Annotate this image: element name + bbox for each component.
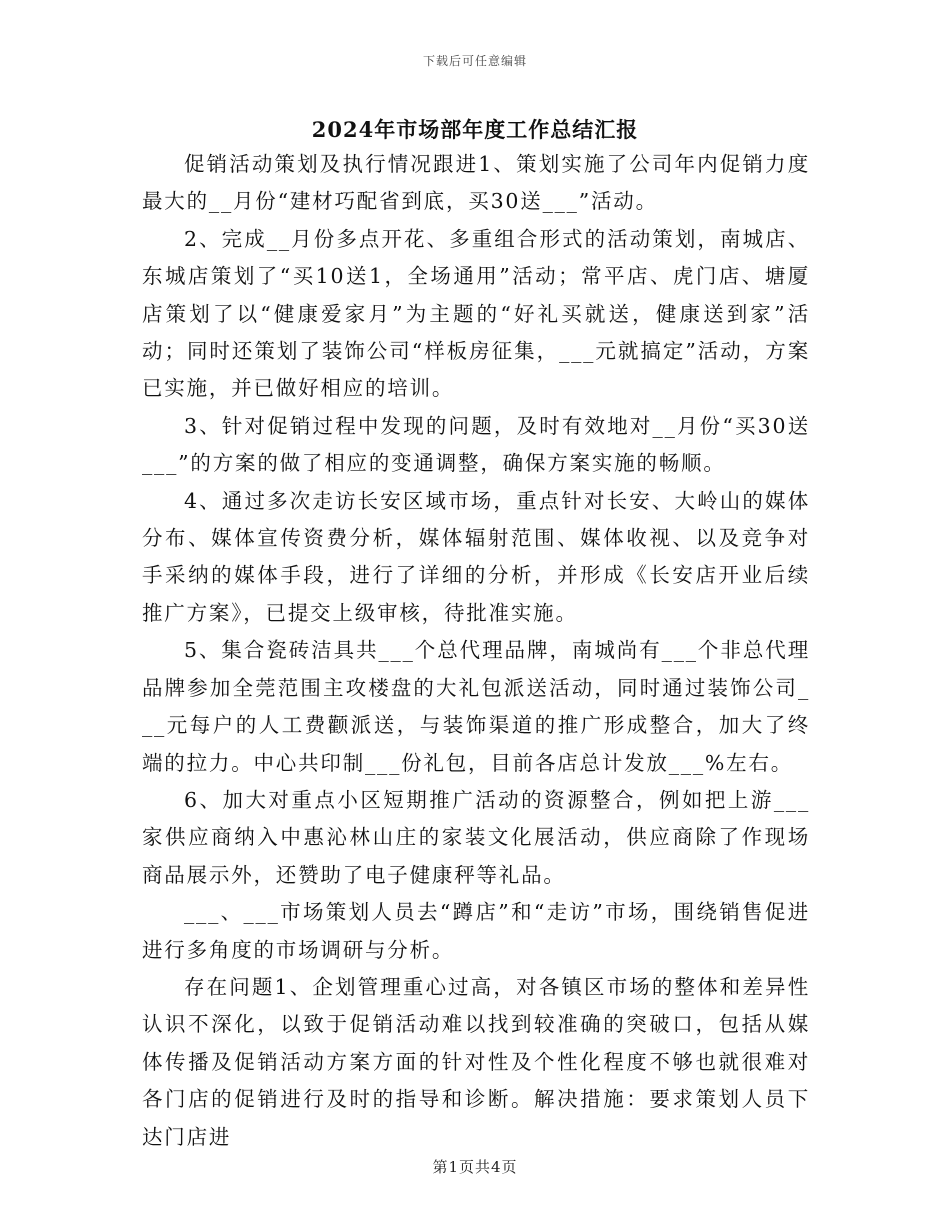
document-body bbox=[142, 146, 810, 1156]
paragraph: 3、针对促销过程中发现的问题，及时有效地对__月份“买30送___”的方案的做了相应的变通调整，确保方案实施的畅顺。 bbox=[142, 413, 810, 476]
paragraph: 4、通过多次走访长安区域市场，重点针对长安、大岭山的媒体分布、媒体宣传资费分析，媒体辐射范围、媒体收视、以及竞争对手采纳的媒体手段，进行了详细的分析，并形成《长安店开业后续推广方案》，已提交上级审核，待批准实施。 bbox=[142, 488, 810, 625]
paragraph: 2、完成__月份多点开花、多重组合形式的活动策划，南城店、东城店策划了“买10送1，全场通用”活动；常平店、虎门店、塘厦店策划了以“健康爱家月”为主题的“好礼买就送，健康送到家”活动；同时还策划了装饰公司“样板房征集，___元就搞定”活动，方案已实施，并已做好相应的培训。 bbox=[142, 226, 810, 401]
paragraph: 6、加大对重点小区短期推广活动的资源整合，例如把上游___家供应商纳入中惠沁林山庄的家装文化展活动，供应商除了作现场商品展示外，还赞助了电子健康秤等礼品。 bbox=[142, 787, 810, 887]
paragraph: 促销活动策划及执行情况跟进1、策划实施了公司年内促销力度最大的__月份“建材巧配省到底，买30送___”活动。 bbox=[142, 152, 810, 214]
header-note: 下载后可任意编辑 bbox=[422, 54, 527, 68]
paragraph: 存在问题1、企划管理重心过高，对各镇区市场的整体和差异性认识不深化，以致于促销活动难以找到较准确的突破口，包括从媒体传播及促销活动方案方面的针对性及个性化程度不够也就很难对各门店的促销进行及时的指导和诊断。解决措施：要求策划人员下达门店进 bbox=[142, 974, 810, 1149]
paragraph: ___、___市场策划人员去“蹲店”和“走访”市场，围绕销售促进进行多角度的市场调研与分析。 bbox=[142, 900, 810, 962]
document-title: 2024年市场部年度工作总结汇报 bbox=[311, 117, 639, 142]
paragraph: 5、集合瓷砖洁具共___个总代理品牌，南城尚有___个非总代理品牌参加全莞范围主攻楼盘的大礼包派送活动，同时通过装饰公司___元每户的人工费颧派送，与装饰渠道的推广形成整合，加大了终端的拉力。中心共印制___份礼包，目前各店总计发放___%左右。 bbox=[142, 638, 810, 775]
page-footer: 第1页共4页 bbox=[432, 1158, 518, 1176]
